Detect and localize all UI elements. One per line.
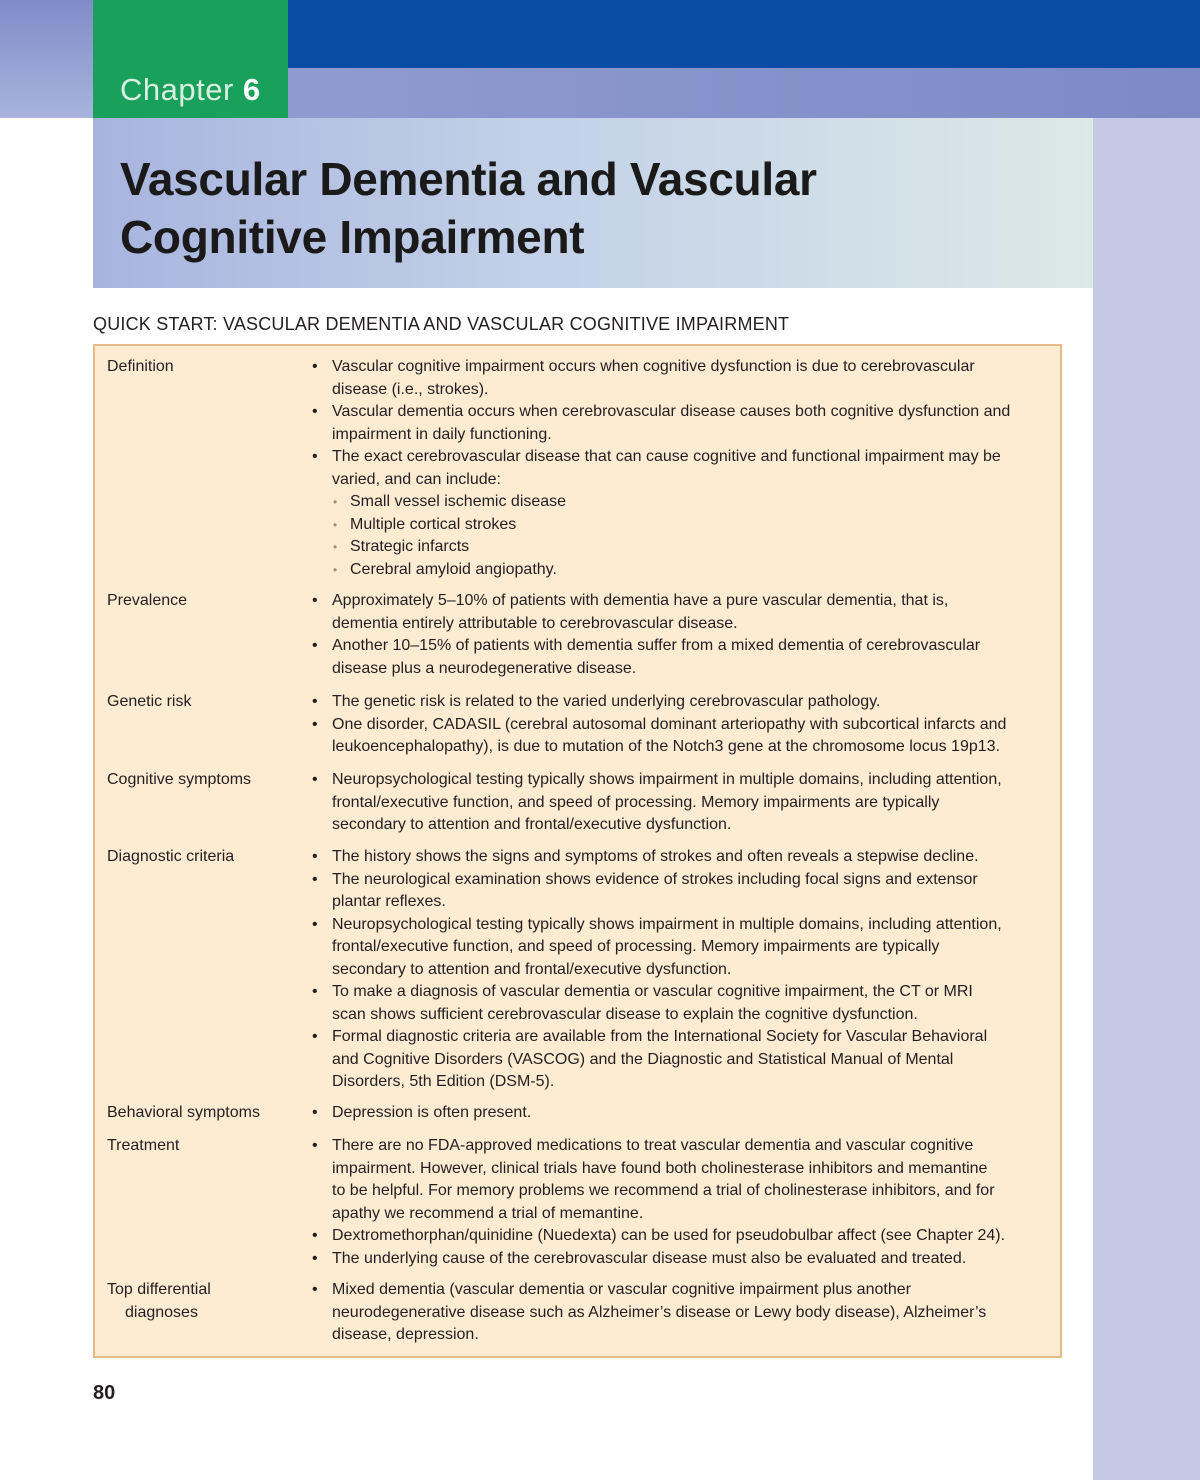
row-label: Cognitive symptoms xyxy=(107,771,252,788)
bullet-item: • The genetic risk is related to the varied underlying cerebrovascular pathology. xyxy=(307,691,1052,714)
bullet-continuation: varied, and can include: xyxy=(332,470,501,488)
bullet-item: • Another 10–15% of patients with dementia suffer from a mixed dementia of cerebrovascular xyxy=(307,635,1052,658)
row-content xyxy=(307,1135,1052,1270)
header-band-left xyxy=(0,0,93,118)
row-label: Treatment xyxy=(107,1137,180,1154)
row-content xyxy=(307,769,1052,837)
row-label: Behavioral symptoms xyxy=(107,1104,260,1121)
bullet-item: • Neuropsychological testing typically shows impairment in multiple domains, including attention, xyxy=(307,914,1052,937)
row-label: Prevalence xyxy=(107,592,188,609)
bullet-item: • Dextromethorphan/quinidine (Nuedexta) can be used for pseudobulbar affect (see Chapter 24). xyxy=(307,1225,1052,1248)
bullet-continuation: secondary to attention and frontal/executive dysfunction. xyxy=(332,816,732,833)
sub-bullet-item: • Small vessel ischemic disease xyxy=(307,491,1052,514)
quick-start-heading: QUICK START: VASCULAR DEMENTIA AND VASCULAR COGNITIVE IMPAIRMENT xyxy=(93,314,790,334)
row-content xyxy=(307,691,1052,759)
bullet-item: • Neuropsychological testing typically shows impairment in multiple domains, including attention, xyxy=(307,769,1052,792)
page-number: 80 xyxy=(93,1382,116,1404)
bullet-item: • The exact cerebrovascular disease that can cause cognitive and functional impairment may be xyxy=(307,446,1052,469)
chapter-number: 6 xyxy=(242,72,261,107)
quick-start-table xyxy=(93,344,1062,1358)
bullet-item: • Depression is often present. xyxy=(307,1102,1052,1125)
bullet-item: • Formal diagnostic criteria are available from the International Society for Vascular Behavioral xyxy=(307,1026,1052,1049)
row-content xyxy=(307,1279,1052,1347)
row-label xyxy=(107,1279,307,1324)
chapter-title-line: Vascular Dementia and Vascular xyxy=(120,153,817,205)
bullet-continuation: neurodegenerative disease such as Alzheimer’s disease or Lewy body disease), Alzheimer’s xyxy=(332,1303,987,1321)
margin-strip xyxy=(1093,118,1200,1480)
bullet-item: • Vascular cognitive impairment occurs when cognitive dysfunction is due to cerebrovascular xyxy=(307,356,1052,379)
bullet-item: • One disorder, CADASIL (cerebral autosomal dominant arteriopathy with subcortical infarcts and xyxy=(307,714,1052,737)
bullet-continuation: frontal/executive function, and speed of processing. Memory impairments are typically xyxy=(332,793,940,811)
header-band-light xyxy=(288,68,1200,118)
bullet-item: • There are no FDA-approved medications to treat vascular dementia and vascular cognitive xyxy=(307,1135,1052,1158)
bullet-continuation: and Cognitive Disorders (VASCOG) and the Diagnostic and Statistical Manual of Mental xyxy=(332,1050,954,1068)
bullet-item: • Mixed dementia (vascular dementia or vascular cognitive impairment plus another xyxy=(307,1279,1052,1302)
bullet-continuation: secondary to attention and frontal/executive dysfunction. xyxy=(332,960,732,978)
row-label: Definition xyxy=(107,358,174,375)
bullet-continuation: scan shows sufficient cerebrovascular disease to explain the cognitive dysfunction. xyxy=(332,1005,918,1023)
bullet-continuation: disease plus a neurodegenerative disease. xyxy=(332,659,637,677)
row-label: Genetic risk xyxy=(107,693,192,710)
bullet-item: • The underlying cause of the cerebrovascular disease must also be evaluated and treated. xyxy=(307,1248,1052,1271)
chapter-title-line: Cognitive Impairment xyxy=(120,211,585,263)
bullet-item: • To make a diagnosis of vascular dementia or vascular cognitive impairment, the CT or MRI xyxy=(307,981,1052,1004)
bullet-continuation: frontal/executive function, and speed of processing. Memory impairments are typically xyxy=(332,938,940,955)
row-content xyxy=(307,846,1052,1094)
row-content xyxy=(307,590,1052,680)
row-label: Diagnostic criteria xyxy=(107,848,235,865)
chapter-label xyxy=(120,72,261,108)
sub-bullet-item: • Cerebral amyloid angiopathy. xyxy=(307,559,1052,582)
bullet-item: • Approximately 5–10% of patients with dementia have a pure vascular dementia, that is, xyxy=(307,590,1052,613)
bullet-continuation: plantar reflexes. xyxy=(332,893,446,910)
chapter-title xyxy=(120,150,1080,266)
header-band-dark xyxy=(288,0,1200,68)
bullet-continuation: disease (i.e., strokes). xyxy=(332,380,489,398)
sub-bullet-item: • Strategic infarcts xyxy=(307,536,1052,559)
bullet-item: • The neurological examination shows evidence of strokes including focal signs and extensor xyxy=(307,869,1052,892)
bullet-continuation: Disorders, 5th Edition (DSM-5). xyxy=(332,1073,555,1090)
bullet-continuation: leukoencephalopathy), is due to mutation of the Notch3 gene at the chromosome locus 19p13. xyxy=(332,738,1000,755)
row-label-line: diagnoses xyxy=(125,1303,198,1321)
bullet-item: • The history shows the signs and symptoms of strokes and often reveals a stepwise decline. xyxy=(307,846,1052,869)
bullet-continuation: impairment. However, clinical trials have found both cholinesterase inhibitors and memantine xyxy=(332,1159,988,1177)
bullet-item: • Vascular dementia occurs when cerebrovascular disease causes both cognitive dysfunction and xyxy=(307,401,1052,424)
bullet-continuation: dementia entirely attributable to cerebrovascular disease. xyxy=(332,614,738,632)
row-content xyxy=(307,1102,1052,1125)
bullet-continuation: impairment in daily functioning. xyxy=(332,425,552,443)
bullet-continuation: to be helpful. For memory problems we recommend a trial of cholinesterase inhibitors, and for xyxy=(332,1182,995,1199)
chapter-word: Chapter xyxy=(120,72,234,107)
row-label-line: Top differential xyxy=(107,1281,211,1298)
bullet-continuation: apathy we recommend a trial of memantine. xyxy=(332,1204,644,1222)
bullet-continuation: disease, depression. xyxy=(332,1326,479,1343)
sub-bullet-item: • Multiple cortical strokes xyxy=(307,514,1052,537)
row-content xyxy=(307,356,1052,581)
